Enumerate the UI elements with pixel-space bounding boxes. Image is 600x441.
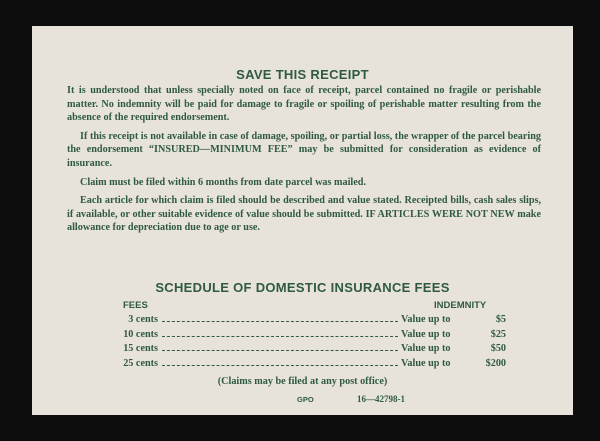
schedule-title: SCHEDULE OF DOMESTIC INSURANCE FEES <box>155 280 450 295</box>
printer-mark: GPO <box>297 395 314 404</box>
indemnity-amount: $200 <box>485 357 506 369</box>
fee-row <box>106 313 506 328</box>
fees-column-header: FEES <box>123 300 148 311</box>
indemnity-amount: $25 <box>490 328 506 340</box>
fee-row <box>106 328 506 343</box>
fee-row <box>106 342 506 357</box>
fee-amount: 15 cents <box>123 343 158 354</box>
leader-dots <box>162 328 398 337</box>
fee-amount: 10 cents <box>123 328 158 340</box>
fee-amount: 3 cents <box>128 314 158 325</box>
claims-note: (Claims may be filed at any post office) <box>217 376 388 387</box>
indemnity-value <box>401 329 506 340</box>
paragraph-claim-deadline: Claim must be filed within 6 months from date parcel was mailed. <box>80 176 367 188</box>
leader-dots <box>162 357 398 366</box>
fee-schedule-table <box>106 313 506 371</box>
receipt-title: SAVE THIS RECEIPT <box>236 67 369 82</box>
receipt-body <box>67 84 541 240</box>
indemnity-amount: $5 <box>495 314 506 325</box>
receipt-card <box>32 26 573 415</box>
leader-dots <box>162 342 398 351</box>
leader-dots <box>162 313 398 322</box>
indemnity-amount: $50 <box>490 343 506 354</box>
indemnity-label: Value up to <box>401 343 451 354</box>
indemnity-label: Value up to <box>401 328 451 340</box>
fee-row <box>106 357 506 372</box>
indemnity-label: Value up to <box>401 357 451 369</box>
indemnity-column-header: INDEMNITY <box>434 300 487 311</box>
paragraph-understood: It is understood that unless specially noted on face of receipt, parcel contained no fragile or perishable matter. No indemnity will be paid for damage to fragile or spoiling of perishable matter resulting from the absence of the required endorsement. <box>67 85 541 124</box>
indemnity-value <box>401 314 506 325</box>
indemnity-value <box>401 358 506 369</box>
paragraph-receipt-unavailable: If this receipt is not available in case of damage, spoiling, or partial loss, the wrapper of the parcel bearing the endorsement “INSURED—MINIMUM FEE” may be submitted for consideration as evidence of insurance. <box>67 130 541 169</box>
form-code: 16—42798-1 <box>357 394 405 404</box>
fee-amount: 25 cents <box>123 357 158 369</box>
indemnity-label: Value up to <box>401 314 451 325</box>
indemnity-value <box>401 343 506 354</box>
paragraph-article-description: Each article for which claim is filed should be described and value stated. Receipted bills, cash sales slips, if available, or other suitable evidence of value should be submitted. IF ARTICLES WERE NOT NEW make allowance for depreciation due to age or use. <box>67 195 541 234</box>
